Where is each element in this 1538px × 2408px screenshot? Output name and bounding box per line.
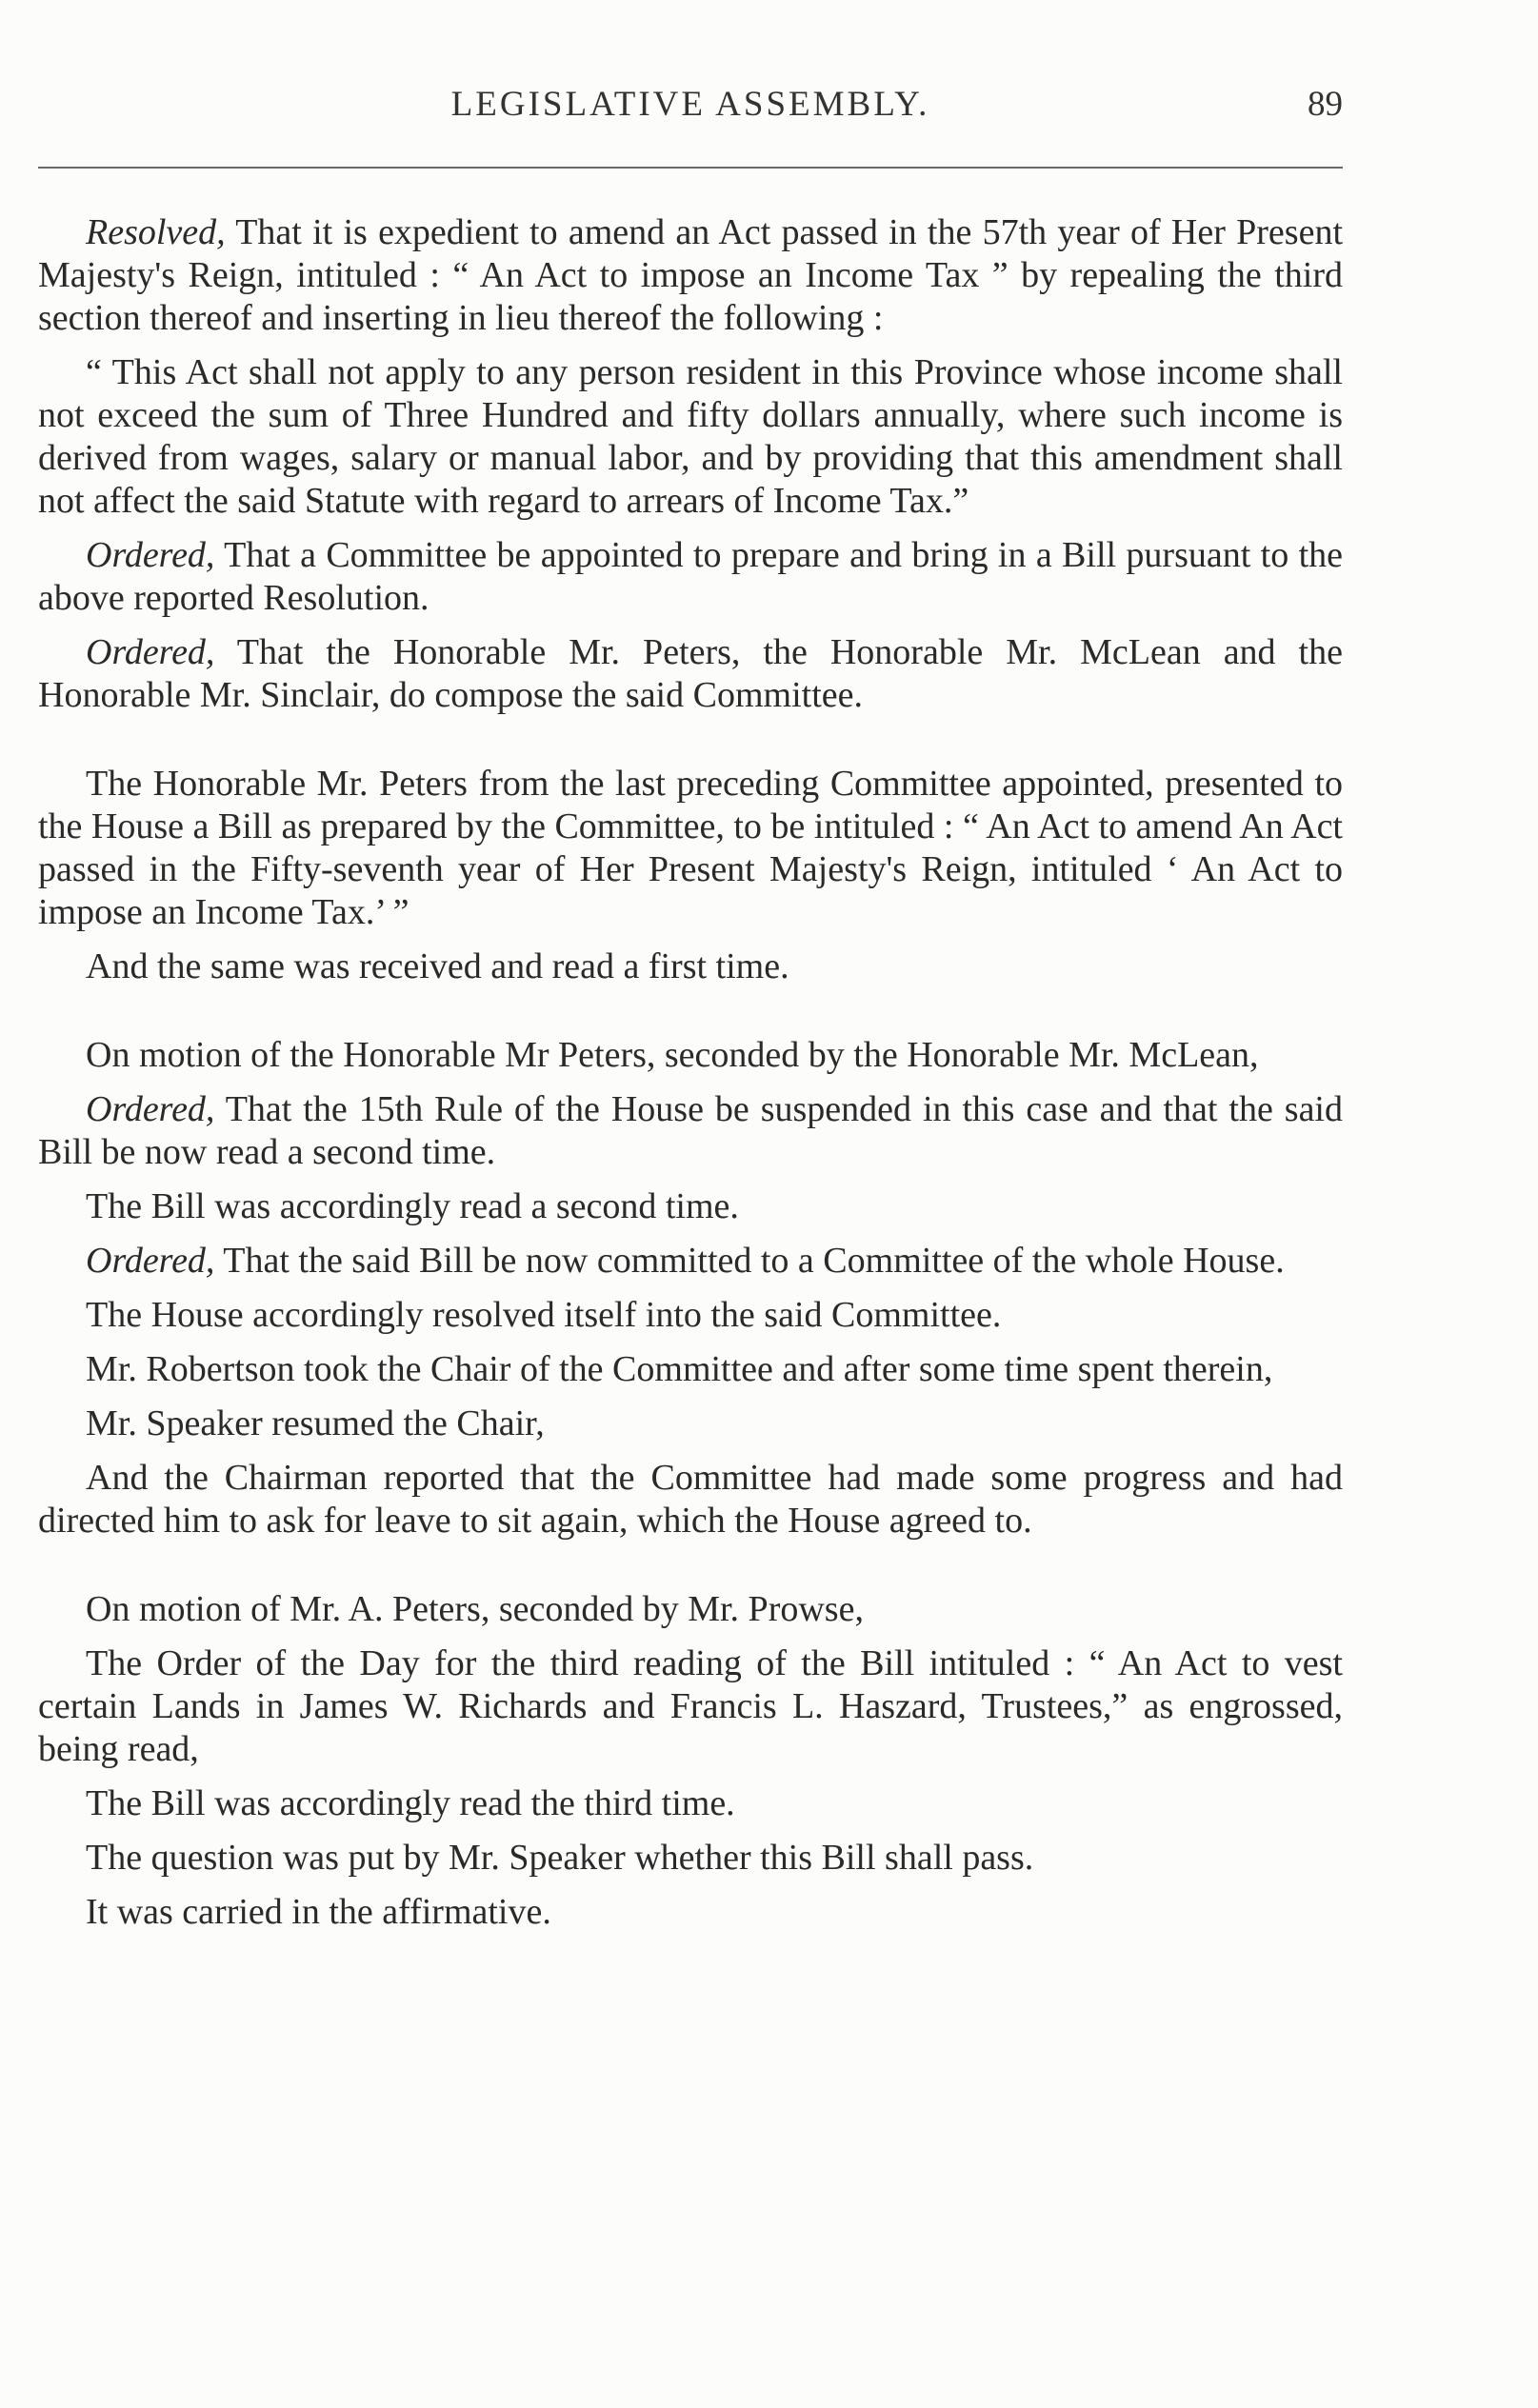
paragraph-quoted-clause: “ This Act shall not apply to any person resident in this Province whose income shall not exceed the sum of Three Hundred and fifty dollars annually, where such income is derived from wages, salary or manual labor, and by providing that this amendment shall not affect the said Statute with regard to arrears of Income Tax.” [38,352,1343,521]
ordered-lead: Ordered, [86,1089,215,1129]
ordered-lead: Ordered, [86,1241,215,1281]
paragraph-motion-prowse: On motion of Mr. A. Peters, seconded by Mr. Prowse, [86,1589,864,1629]
page-header [38,84,1343,141]
paragraph-third-reading: The Bill was accordingly read the third time. [86,1783,735,1823]
page-number: 89 [1308,85,1343,124]
paragraph-question-put: The question was put by Mr. Speaker whether this Bill shall pass. [86,1838,1034,1878]
paragraph-carried: It was carried in the affirmative. [86,1892,551,1932]
paragraph-order-of-day: The Order of the Day for the third reading of the Bill intituled : “ An Act to vest certain Lands in James W. Richards and Francis L. Haszard, Trustees,” as engrossed, being read, [38,1643,1343,1769]
ordered-lead: Ordered, [86,632,215,672]
paragraph-chairman-report: And the Chairman reported that the Committee had made some progress and had directed him to ask for leave to sit again, which the House agreed to. [38,1458,1343,1541]
paragraph-bill-presented: The Honorable Mr. Peters from the last preceding Committee appointed, presented to the House a Bill as prepared by the Committee, to be intituled : “ An Act to amend An Act passed in the Fifty-seventh year of Her Present Majesty's Reign, intituled ‘ An Act to impose an Income Tax.’ ” [38,764,1343,932]
journal-body [38,211,1343,1945]
resolved-lead: Resolved, [86,212,226,252]
running-title: LEGISLATIVE ASSEMBLY. [450,85,930,124]
paragraph-first-reading: And the same was received and read a first time. [86,946,789,986]
paragraph-committee-resolved: The House accordingly resolved itself into the said Committee. [86,1295,1002,1335]
paragraph-speaker-resumed: Mr. Speaker resumed the Chair, [86,1403,545,1443]
paragraph-resolution: Resolved, That it is expedient to amend an Act passed in the 57th year of Her Present Majesty's Reign, intituled : “ An Act to impose an Income Tax ” by repealing the third section thereof and inserting in lieu thereof the following : [38,212,1343,338]
paragraph-order-commit: Ordered, That the said Bill be now committed to a Committee of the whole House. [86,1241,1285,1281]
paragraph-order-suspend-rule: Ordered, That the 15th Rule of the House be suspended in this case and that the said Bill be now read a second time. [38,1089,1343,1172]
header-rule [38,167,1343,169]
paragraph-motion: On motion of the Honorable Mr Peters, seconded by the Honorable Mr. McLean, [86,1035,1259,1075]
paragraph-second-reading: The Bill was accordingly read a second time. [86,1186,739,1226]
paragraph-order-committee: Ordered, That a Committee be appointed to prepare and bring in a Bill pursuant to the above reported Resolution. [38,535,1343,618]
paragraph-order-members: Ordered, That the Honorable Mr. Peters, the Honorable Mr. McLean and the Honorable Mr. Sinclair, do compose the said Committee. [38,632,1343,715]
paragraph-chair-taken: Mr. Robertson took the Chair of the Committee and after some time spent therein, [86,1349,1273,1389]
ordered-lead: Ordered, [86,535,215,575]
